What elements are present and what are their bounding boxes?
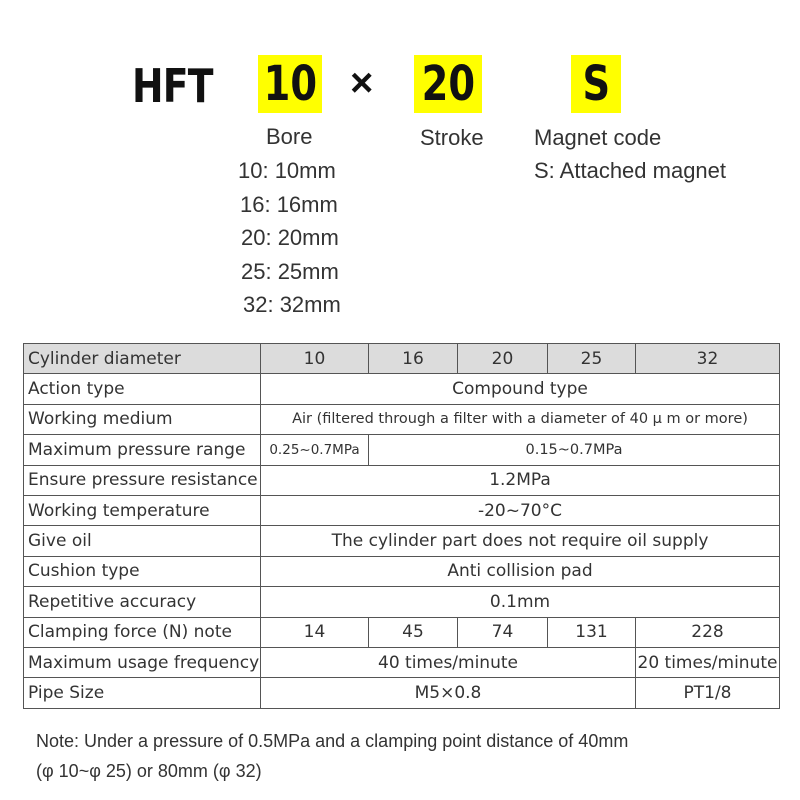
row-value: The cylinder part does not require oil supply	[261, 526, 780, 556]
magnet-code-box	[571, 55, 621, 113]
row-value: 74	[458, 617, 548, 647]
bore-option: 20: 20mm	[241, 225, 339, 250]
row-value: 228	[636, 617, 780, 647]
magnet-code: S	[582, 56, 610, 112]
bore-option: 25: 25mm	[241, 259, 339, 284]
row-label: Maximum usage frequency	[24, 647, 261, 677]
stroke-code-box	[414, 55, 482, 113]
row-label: Clamping force (N) note	[24, 617, 261, 647]
row-label: Maximum pressure range	[24, 435, 261, 465]
table-row	[24, 526, 780, 556]
row-value: Compound type	[261, 374, 780, 404]
row-label: Cushion type	[24, 556, 261, 586]
row-label: Working medium	[24, 404, 261, 434]
bore-title: Bore	[266, 124, 313, 149]
model-prefix: HFT	[132, 59, 213, 113]
row-value: 45	[369, 617, 458, 647]
row-value: 0.15~0.7MPa	[369, 435, 780, 465]
row-value: 131	[548, 617, 636, 647]
row-value: Anti collision pad	[261, 556, 780, 586]
row-value: 40 times/minute	[261, 647, 636, 677]
row-value: 0.25~0.7MPa	[261, 435, 369, 465]
table-row	[24, 678, 780, 708]
bore-option: 32: 32mm	[243, 292, 341, 317]
table-row	[24, 374, 780, 404]
size-header: 10	[261, 344, 369, 374]
row-value: 1.2MPa	[261, 465, 780, 495]
row-label: Pipe Size	[24, 678, 261, 708]
size-header: 16	[369, 344, 458, 374]
table-row	[24, 465, 780, 495]
stroke-title: Stroke	[420, 125, 484, 150]
row-label: Ensure pressure resistance	[24, 465, 261, 495]
bore-option: 10: 10mm	[238, 158, 336, 183]
magnet-option: S: Attached magnet	[534, 158, 727, 183]
table-row	[24, 404, 780, 434]
row-value: 20 times/minute	[636, 647, 780, 677]
row-label: Working temperature	[24, 495, 261, 525]
model-code	[0, 55, 800, 115]
table-row	[24, 587, 780, 617]
table-header-row	[24, 344, 780, 374]
footnote-line: Note: Under a pressure of 0.5MPa and a clamping point distance of 40mm	[36, 731, 629, 751]
table-row	[24, 435, 780, 465]
spec-table	[23, 343, 780, 709]
bore-code-box	[258, 55, 322, 113]
row-label: Action type	[24, 374, 261, 404]
bore-code: 10	[263, 56, 317, 112]
stroke-code: 20	[421, 56, 475, 112]
row-value: 0.1mm	[261, 587, 780, 617]
size-header: 32	[636, 344, 780, 374]
row-value: -20~70°C	[261, 495, 780, 525]
row-label: Give oil	[24, 526, 261, 556]
row-label: Repetitive accuracy	[24, 587, 261, 617]
table-row	[24, 617, 780, 647]
magnet-title: Magnet code	[534, 125, 662, 150]
size-header: 25	[548, 344, 636, 374]
row-value: PT1/8	[636, 678, 780, 708]
footnote-line: (φ 10~φ 25) or 80mm (φ 32)	[36, 761, 262, 781]
bore-option: 16: 16mm	[240, 192, 338, 217]
row-value: Air (filtered through a filter with a diameter of 40 μ m or more)	[261, 404, 780, 434]
row-label: Cylinder diameter	[24, 344, 261, 374]
table-row	[24, 556, 780, 586]
table-row	[24, 495, 780, 525]
separator-symbol: ×	[350, 61, 374, 105]
row-value: M5×0.8	[261, 678, 636, 708]
row-value: 14	[261, 617, 369, 647]
table-row	[24, 647, 780, 677]
size-header: 20	[458, 344, 548, 374]
